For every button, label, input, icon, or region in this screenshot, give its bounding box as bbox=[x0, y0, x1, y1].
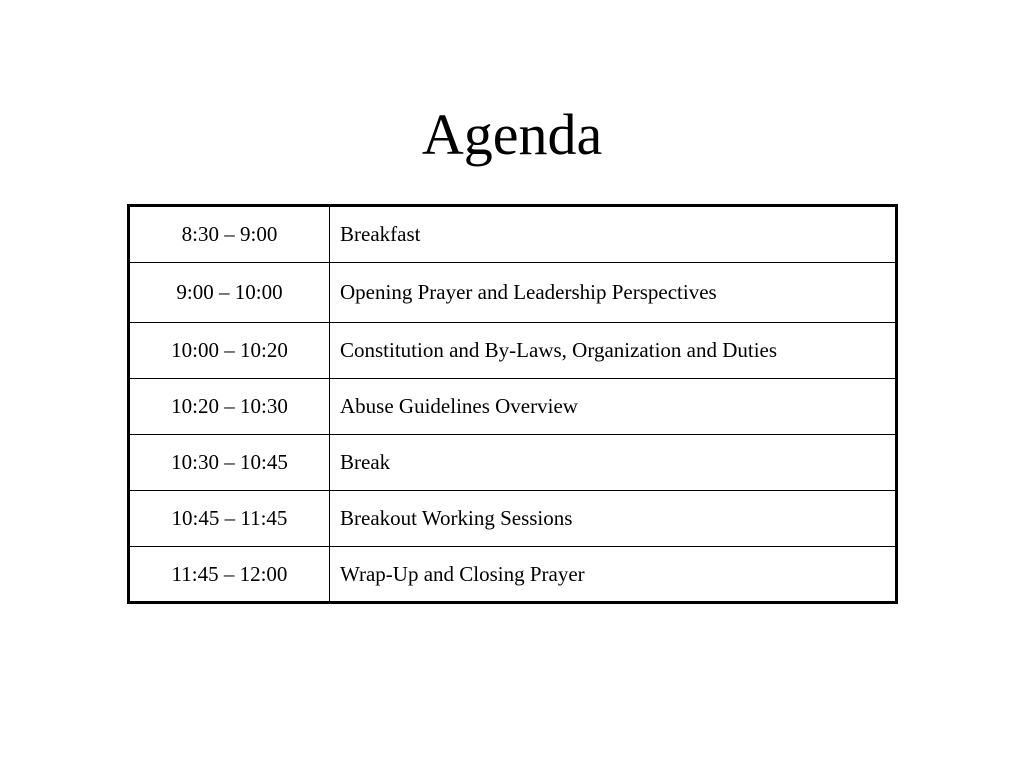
agenda-time: 10:45 – 11:45 bbox=[129, 491, 330, 547]
agenda-time: 10:30 – 10:45 bbox=[129, 435, 330, 491]
slide-title: Agenda bbox=[421, 102, 603, 167]
agenda-time: 9:00 – 10:00 bbox=[129, 263, 330, 323]
agenda-row bbox=[129, 379, 897, 435]
agenda-time: 10:20 – 10:30 bbox=[129, 379, 330, 435]
agenda-activity: Breakout Working Sessions bbox=[330, 491, 897, 547]
agenda-row bbox=[129, 206, 897, 263]
agenda-activity: Abuse Guidelines Overview bbox=[330, 379, 897, 435]
agenda-row bbox=[129, 547, 897, 603]
agenda-table bbox=[127, 204, 898, 604]
agenda-activity: Wrap-Up and Closing Prayer bbox=[330, 547, 897, 603]
agenda-time: 11:45 – 12:00 bbox=[129, 547, 330, 603]
agenda-activity: Opening Prayer and Leadership Perspectives bbox=[330, 263, 897, 323]
agenda-row bbox=[129, 323, 897, 379]
agenda-activity: Constitution and By-Laws, Organization and Duties bbox=[330, 323, 897, 379]
agenda-row bbox=[129, 491, 897, 547]
agenda-time: 10:00 – 10:20 bbox=[129, 323, 330, 379]
agenda-row bbox=[129, 263, 897, 323]
agenda-time: 8:30 – 9:00 bbox=[129, 206, 330, 263]
agenda-activity: Break bbox=[330, 435, 897, 491]
agenda-activity: Breakfast bbox=[330, 206, 897, 263]
agenda-row bbox=[129, 435, 897, 491]
